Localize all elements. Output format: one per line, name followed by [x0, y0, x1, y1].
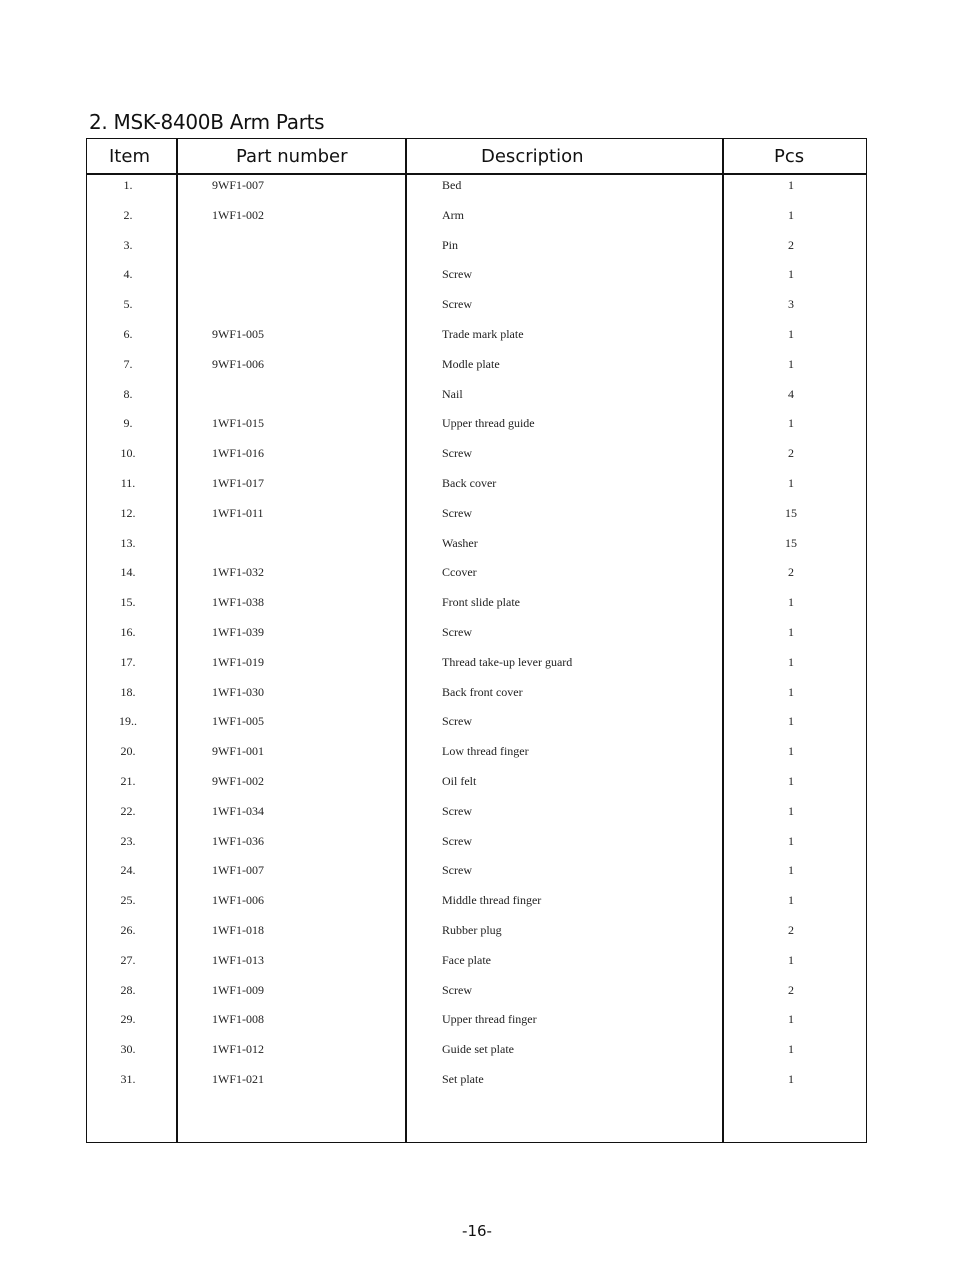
part-number-cell: 1WF1-032	[212, 565, 264, 580]
part-number-cell: 1WF1-017	[212, 475, 264, 490]
description-cell: Back cover	[442, 475, 497, 490]
pcs-cell: 1	[788, 1071, 794, 1086]
pcs-cell: 2	[788, 565, 794, 580]
pcs-cell: 1	[788, 684, 794, 699]
description-cell: Screw	[442, 297, 472, 312]
pcs-cell: 1	[788, 714, 794, 729]
pcs-cell: 1	[788, 1042, 794, 1057]
part-number-cell: 1WF1-019	[212, 654, 264, 669]
description-cell: Trade mark plate	[442, 326, 524, 341]
pcs-cell: 1	[788, 178, 794, 192]
pcs-cell: 1	[788, 654, 794, 669]
table-row	[87, 592, 866, 622]
item-cell: 7.	[123, 356, 133, 371]
pcs-cell: 1	[788, 326, 794, 341]
item-cell: 21.	[120, 773, 136, 788]
item-cell: 27.	[120, 952, 136, 967]
description-cell: Screw	[442, 267, 472, 282]
description-cell: Guide set plate	[442, 1042, 514, 1057]
item-cell: 29.	[120, 1012, 136, 1027]
item-cell: 14.	[120, 565, 136, 580]
pcs-cell: 1	[788, 267, 794, 282]
description-cell: Modle plate	[442, 356, 500, 371]
table-row	[87, 920, 866, 950]
table-row	[87, 1009, 866, 1039]
description-cell: Face plate	[442, 952, 491, 967]
description-cell: Screw	[442, 982, 472, 997]
description-cell: Arm	[442, 207, 464, 222]
pcs-cell: 3	[788, 297, 794, 312]
table-row	[87, 652, 866, 682]
part-number-cell: 1WF1-012	[212, 1042, 264, 1057]
pcs-cell: 1	[788, 356, 794, 371]
item-cell: 1.	[123, 178, 133, 192]
table-row	[87, 890, 866, 920]
item-cell: 31.	[120, 1071, 136, 1086]
description-cell: Ccover	[442, 565, 477, 580]
pcs-cell: 1	[788, 744, 794, 759]
item-cell: 30.	[120, 1042, 136, 1057]
description-cell: Thread take-up lever guard	[442, 654, 573, 669]
table-row	[87, 175, 866, 205]
item-cell: 9.	[123, 416, 133, 431]
table-row	[87, 980, 866, 1010]
item-cell: 23.	[120, 833, 136, 848]
pcs-cell: 1	[788, 893, 794, 908]
table-row	[87, 801, 866, 831]
pcs-cell: 1	[788, 863, 794, 878]
part-number-cell: 1WF1-008	[212, 1012, 264, 1027]
part-number-cell: 1WF1-007	[212, 863, 264, 878]
part-number-cell: 1WF1-030	[212, 684, 264, 699]
item-cell: 22.	[120, 803, 136, 818]
table-row	[87, 950, 866, 980]
description-cell: Oil felt	[442, 773, 477, 788]
page-number: -16-	[462, 1222, 492, 1240]
header-pcs: Pcs	[774, 146, 805, 167]
item-cell: 13.	[120, 535, 136, 550]
pcs-cell: 1	[788, 773, 794, 788]
pcs-cell: 1	[788, 952, 794, 967]
table-row	[87, 711, 866, 741]
table-row	[87, 294, 866, 324]
part-number-cell: 1WF1-036	[212, 833, 264, 848]
item-cell: 20.	[120, 744, 136, 759]
description-cell: Upper thread finger	[442, 1012, 537, 1027]
table-row	[87, 533, 866, 563]
item-cell: 28.	[120, 982, 136, 997]
table-row	[87, 324, 866, 354]
pcs-cell: 1	[788, 595, 794, 610]
pcs-cell: 1	[788, 416, 794, 431]
item-cell: 17.	[120, 654, 136, 669]
table-row	[87, 473, 866, 503]
page-title: 2. MSK-8400B Arm Parts	[89, 110, 325, 134]
table-row	[87, 264, 866, 294]
item-cell: 15.	[120, 595, 136, 610]
table-row	[87, 384, 866, 414]
description-cell: Screw	[442, 863, 472, 878]
description-cell: Low thread finger	[442, 744, 529, 759]
item-cell: 6.	[123, 326, 133, 341]
description-cell: Screw	[442, 714, 472, 729]
pcs-cell: 1	[788, 207, 794, 222]
part-number-cell: 1WF1-021	[212, 1071, 264, 1086]
item-cell: 10.	[120, 446, 136, 461]
description-cell: Set plate	[442, 1071, 484, 1086]
pcs-cell: 2	[788, 982, 794, 997]
pcs-cell: 1	[788, 475, 794, 490]
pcs-cell: 2	[788, 446, 794, 461]
description-cell: Middle thread finger	[442, 893, 542, 908]
part-number-cell: 1WF1-011	[212, 505, 264, 520]
pcs-cell: 2	[788, 237, 794, 252]
table-row	[87, 831, 866, 861]
description-cell: Back front cover	[442, 684, 523, 699]
item-cell: 16.	[120, 624, 136, 639]
table-row	[87, 503, 866, 533]
table-row	[87, 562, 866, 592]
table-row	[87, 741, 866, 771]
item-cell: 25.	[120, 893, 136, 908]
table-row	[87, 443, 866, 473]
table-body	[87, 175, 866, 1099]
description-cell: Upper thread guide	[442, 416, 535, 431]
part-number-cell: 9WF1-007	[212, 178, 264, 192]
table-row	[87, 1039, 866, 1069]
item-cell: 19..	[119, 714, 137, 729]
part-number-cell: 1WF1-034	[212, 803, 264, 818]
pcs-cell: 1	[788, 803, 794, 818]
item-cell: 8.	[123, 386, 133, 401]
item-cell: 2.	[123, 207, 133, 222]
header-part-number: Part number	[236, 146, 348, 167]
part-number-cell: 1WF1-005	[212, 714, 264, 729]
description-cell: Front slide plate	[442, 595, 520, 610]
part-number-cell: 1WF1-038	[212, 595, 264, 610]
table-row	[87, 860, 866, 890]
table-row	[87, 354, 866, 384]
pcs-cell: 1	[788, 833, 794, 848]
part-number-cell: 9WF1-001	[212, 744, 264, 759]
table-row	[87, 622, 866, 652]
description-cell: Screw	[442, 624, 472, 639]
part-number-cell: 1WF1-015	[212, 416, 264, 431]
item-cell: 4.	[123, 267, 133, 282]
item-cell: 5.	[123, 297, 133, 312]
header-item: Item	[109, 146, 150, 167]
description-cell: Screw	[442, 833, 472, 848]
part-number-cell: 1WF1-006	[212, 893, 264, 908]
table-row	[87, 205, 866, 235]
part-number-cell: 1WF1-013	[212, 952, 264, 967]
part-number-cell: 1WF1-002	[212, 207, 264, 222]
pcs-cell: 4	[788, 386, 794, 401]
description-cell: Bed	[442, 178, 462, 192]
table-row	[87, 1069, 866, 1099]
pcs-cell: 1	[788, 1012, 794, 1027]
part-number-cell: 9WF1-002	[212, 773, 264, 788]
description-cell: Screw	[442, 803, 472, 818]
header-description: Description	[481, 146, 584, 167]
pcs-cell: 2	[788, 922, 794, 937]
part-number-cell: 1WF1-016	[212, 446, 264, 461]
description-cell: Nail	[442, 386, 463, 401]
table-row	[87, 235, 866, 265]
description-cell: Pin	[442, 237, 459, 252]
parts-table	[86, 138, 867, 1143]
pcs-cell: 15	[785, 535, 797, 550]
pcs-cell: 1	[788, 624, 794, 639]
table-row	[87, 413, 866, 443]
part-number-cell: 9WF1-006	[212, 356, 264, 371]
item-cell: 11.	[120, 475, 136, 490]
item-cell: 26.	[120, 922, 136, 937]
part-number-cell: 1WF1-039	[212, 624, 264, 639]
item-cell: 24.	[120, 863, 136, 878]
item-cell: 12.	[120, 505, 136, 520]
description-cell: Screw	[442, 505, 472, 520]
table-row	[87, 771, 866, 801]
item-cell: 18.	[120, 684, 136, 699]
table-row	[87, 682, 866, 712]
part-number-cell: 1WF1-018	[212, 922, 264, 937]
pcs-cell: 15	[785, 505, 797, 520]
description-cell: Screw	[442, 446, 472, 461]
description-cell: Rubber plug	[442, 922, 502, 937]
description-cell: Washer	[442, 535, 478, 550]
part-number-cell: 9WF1-005	[212, 326, 264, 341]
part-number-cell: 1WF1-009	[212, 982, 264, 997]
item-cell: 3.	[123, 237, 133, 252]
